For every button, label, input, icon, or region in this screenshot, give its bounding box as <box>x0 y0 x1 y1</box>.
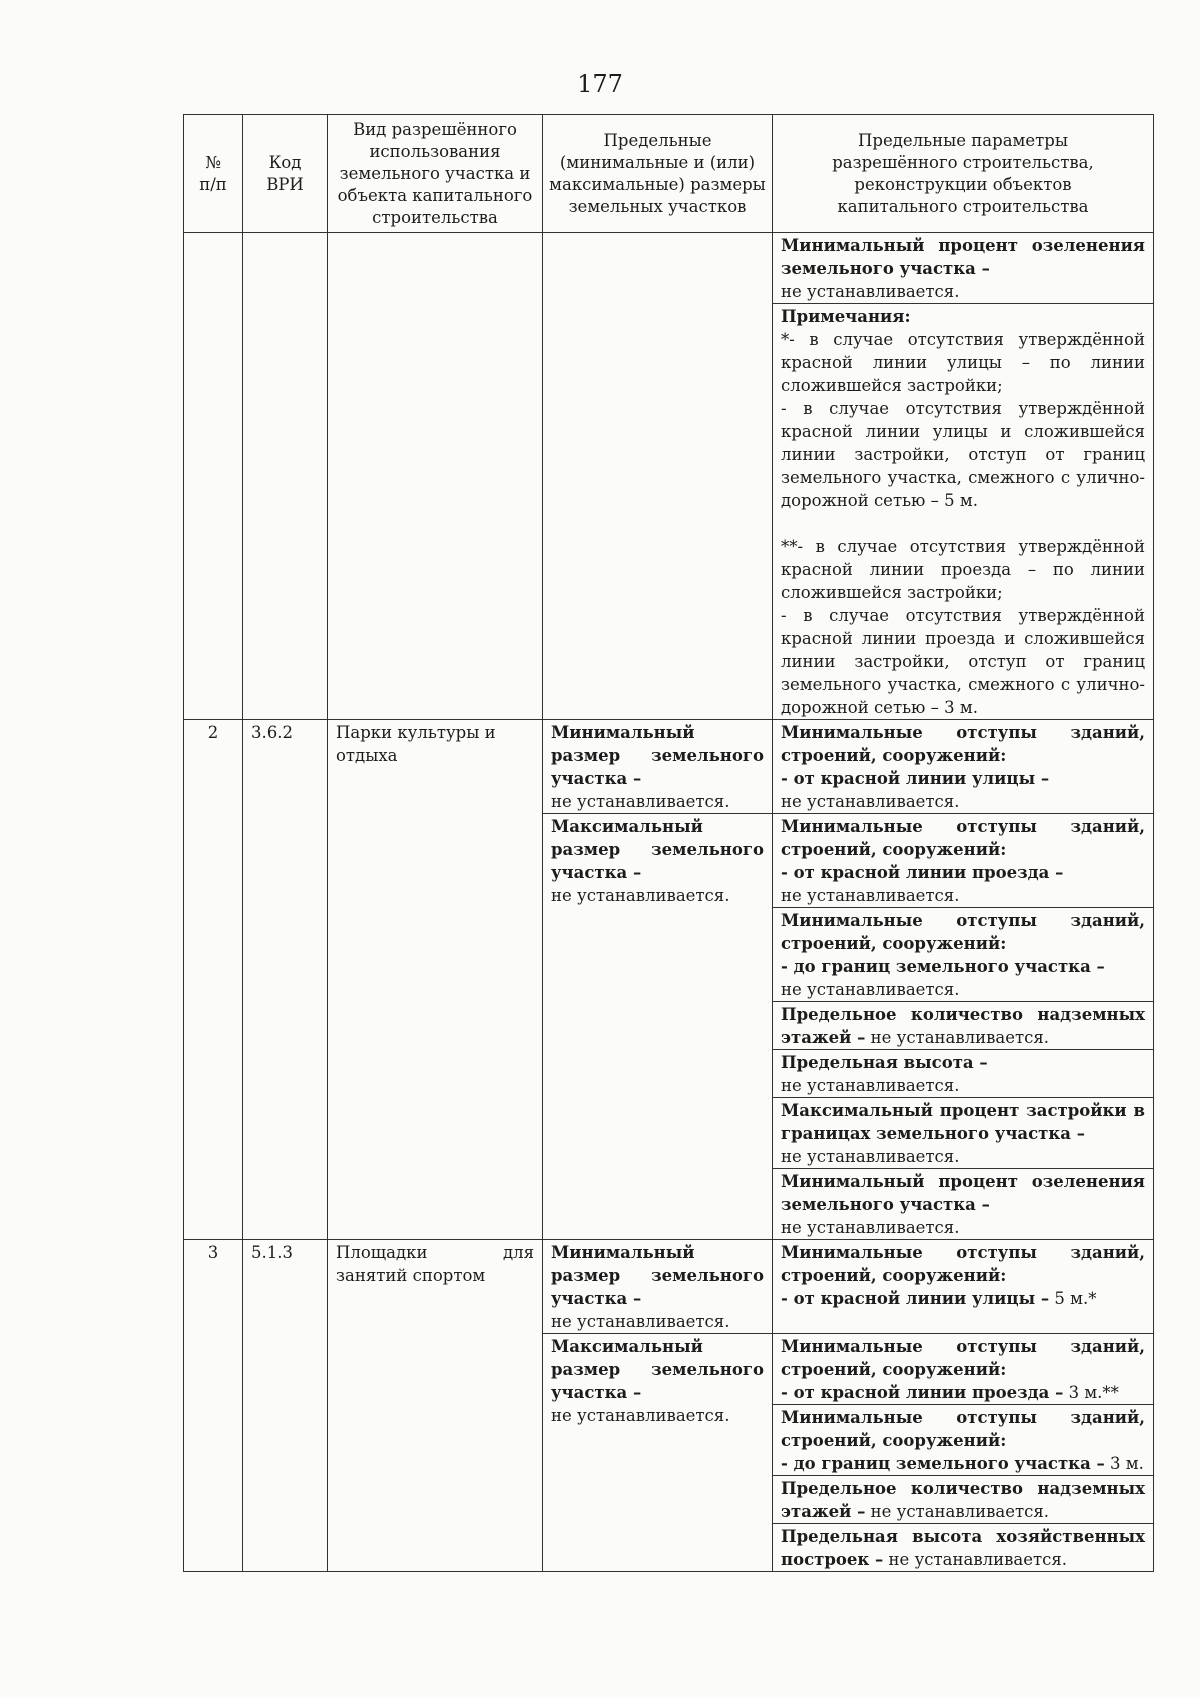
row2-min-size <box>543 720 773 814</box>
row2-param-6-value: не устанавливается. <box>781 1147 960 1166</box>
row3-use: Площадки для занятий спортом <box>328 1240 543 1572</box>
row3-num: 3 <box>184 1240 243 1572</box>
cont-code-cell <box>243 233 328 720</box>
zoning-parameters-table <box>183 114 1154 1572</box>
row2-param-5-title: Предельная высота – <box>781 1053 988 1072</box>
row2-max-size-value: не устанавливается. <box>551 886 730 905</box>
row3-param-3-sub: - до границ земельного участка – <box>781 1454 1105 1473</box>
cont-green-value: не устанавливается. <box>781 282 960 301</box>
row2-param-4-value: не устанавливается. <box>865 1028 1050 1047</box>
row2-param-7-title: Минимальный процент озеленения земельного участка – <box>781 1172 1145 1214</box>
header-code: Код ВРИ <box>243 115 328 233</box>
note-4: - в случае отсутствия утверждённой красной линии проезда и сложившейся линии застройки, отступ от границ земельного участка, смежного с улично-дорожной сетью – 3 м. <box>781 606 1145 717</box>
row3-code: 5.1.3 <box>243 1240 328 1572</box>
table-row <box>184 1240 1154 1334</box>
cont-use-cell <box>328 233 543 720</box>
note-2: - в случае отсутствия утверждённой красной линии улицы и сложившейся линии застройки, отступ от границ земельного участка, смежного с улично-дорожной сетью – 5 м. <box>781 399 1145 510</box>
row2-param-3-sub: - до границ земельного участка – <box>781 957 1105 976</box>
header-use: Вид разрешённого использования земельного участка и объекта капитального строительства <box>328 115 543 233</box>
row2-param-2-title: Минимальные отступы зданий, строений, сооружений: <box>781 817 1145 859</box>
note-1: *- в случае отсутствия утверждённой красной линии улицы – по линии сложившейся застройки; <box>781 330 1145 395</box>
row3-param-4 <box>773 1476 1154 1524</box>
row2-param-4-title: Предельное количество надземных этажей – <box>781 1005 1145 1047</box>
row2-param-7-value: не устанавливается. <box>781 1218 960 1237</box>
note-3: **- в случае отсутствия утверждённой красной линии проезда – по линии сложившейся застройки; <box>781 537 1145 602</box>
row3-param-4-title: Предельное количество надземных этажей – <box>781 1479 1145 1521</box>
cont-size-cell <box>543 233 773 720</box>
row3-param-2-value: 3 м.** <box>1063 1383 1119 1402</box>
row2-param-2-value: не устанавливается. <box>781 886 960 905</box>
row2-param-5 <box>773 1050 1154 1098</box>
row3-min-size-value: не устанавливается. <box>551 1312 730 1331</box>
row3-param-3-value: 3 м. <box>1104 1454 1144 1473</box>
header-num: № п/п <box>184 115 243 233</box>
row2-param-1 <box>773 720 1154 814</box>
row2-max-size-title: Максимальный размер земельного участка – <box>551 817 764 882</box>
cont-green-cell <box>773 233 1154 304</box>
cont-num-cell <box>184 233 243 720</box>
row3-min-size-title: Минимальный размер земельного участка – <box>551 1243 764 1308</box>
row2-param-1-value: не устанавливается. <box>781 792 960 811</box>
row2-param-6-title: Максимальный процент застройки в границах земельного участка – <box>781 1101 1145 1143</box>
row2-param-2-sub: - от красной линии проезда – <box>781 863 1064 882</box>
row2-param-6 <box>773 1098 1154 1169</box>
row2-min-size-title: Минимальный размер земельного участка – <box>551 723 764 788</box>
row2-param-1-title: Минимальные отступы зданий, строений, сооружений: <box>781 723 1145 765</box>
row3-param-4-value: не устанавливается. <box>865 1502 1050 1521</box>
row3-param-2-title: Минимальные отступы зданий, строений, сооружений: <box>781 1337 1145 1379</box>
page-number: 177 <box>577 70 623 98</box>
table-row <box>184 233 1154 304</box>
row3-param-5-title: Предельная высота хозяйственных построек – <box>781 1527 1145 1569</box>
row2-param-1-sub: - от красной линии улицы – <box>781 769 1050 788</box>
row3-param-1 <box>773 1240 1154 1334</box>
row3-max-size <box>543 1334 773 1572</box>
table-row <box>184 720 1154 814</box>
table-header-row <box>184 115 1154 233</box>
header-params: Предельные параметры разрешённого строительства, реконструкции объектов капитального строительства <box>773 115 1154 233</box>
row2-min-size-value: не устанавливается. <box>551 792 730 811</box>
row2-use: Парки культуры и отдыха <box>328 720 543 1240</box>
row3-param-1-value: 5 м.* <box>1049 1289 1097 1308</box>
row2-param-3-title: Минимальные отступы зданий, строений, сооружений: <box>781 911 1145 953</box>
row3-param-5 <box>773 1524 1154 1572</box>
row2-param-4 <box>773 1002 1154 1050</box>
row2-param-3 <box>773 908 1154 1002</box>
row3-param-5-value: не устанавливается. <box>883 1550 1067 1569</box>
row2-num: 2 <box>184 720 243 1240</box>
notes-title: Примечания: <box>781 307 911 326</box>
notes-cell <box>773 304 1154 720</box>
row2-max-size <box>543 814 773 1240</box>
row2-code: 3.6.2 <box>243 720 328 1240</box>
row2-param-5-value: не устанавливается. <box>781 1076 960 1095</box>
cont-green-title: Минимальный процент озеленения земельного участка – <box>781 236 1145 278</box>
row3-max-size-value: не устанавливается. <box>551 1406 730 1425</box>
row3-max-size-title: Максимальный размер земельного участка – <box>551 1337 764 1402</box>
row3-param-3-title: Минимальные отступы зданий, строений, сооружений: <box>781 1408 1145 1450</box>
row2-param-7 <box>773 1169 1154 1240</box>
row3-min-size <box>543 1240 773 1334</box>
row3-param-2 <box>773 1334 1154 1405</box>
row3-param-3 <box>773 1405 1154 1476</box>
row2-param-3-value: не устанавливается. <box>781 980 960 999</box>
header-sizes: Предельные (минимальные и (или) максимальные) размеры земельных участков <box>543 115 773 233</box>
row3-param-2-sub: - от красной линии проезда – <box>781 1383 1064 1402</box>
row2-param-2 <box>773 814 1154 908</box>
row3-param-1-sub: - от красной линии улицы – <box>781 1289 1050 1308</box>
row3-param-1-title: Минимальные отступы зданий, строений, сооружений: <box>781 1243 1145 1285</box>
